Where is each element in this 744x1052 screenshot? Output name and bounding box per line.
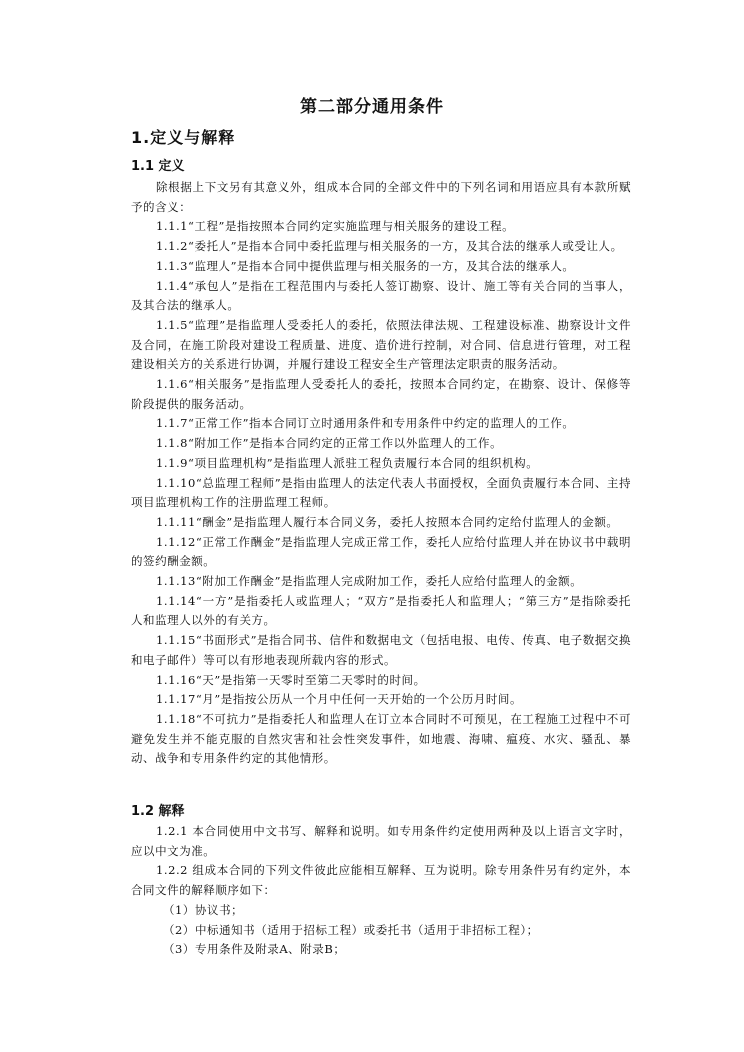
page-title: 第二部分通用条件	[300, 97, 444, 117]
subsection-heading-definitions: 1.1 定义	[131, 159, 185, 174]
paragraph: 1.1.3“监理人”是指本合同中提供监理与相关服务的一方，及其合法的继承人。	[156, 258, 575, 273]
paragraph: 1.1.15“书面形式”是指合同书、信件和数据电文（包括电报、电传、传真、电子数据交换和电子邮件）等可以有形地表现所载内容的形式。	[131, 633, 631, 667]
paragraph: 1.1.16“天”是指第一天零时至第二天零时的时间。	[156, 672, 426, 687]
paragraph: 除根据上下文另有其意义外，组成本合同的全部文件中的下列名词和用语应具有本款所赋予的含义：	[131, 180, 631, 214]
list-item: （1）协议书；	[163, 902, 244, 917]
paragraph: 1.1.7“正常工作”指本合同订立时通用条件和专用条件中约定的监理人的工作。	[156, 416, 575, 431]
paragraph: 1.1.11“酬金”是指监理人履行本合同义务，委托人按照本合同约定给付监理人的金额。	[156, 514, 619, 529]
paragraph: 1.1.2“委托人”是指本合同中委托监理与相关服务的一方，及其合法的继承人或受让人。	[156, 239, 623, 254]
list-item: （2）中标通知书（适用于招标工程）或委托书（适用于非招标工程）；	[163, 922, 539, 937]
section-heading: 1.定义与解释	[131, 128, 236, 147]
definitions-body	[131, 178, 631, 769]
interpretation-body	[131, 822, 631, 960]
paragraph: 1.1.1“工程”是指按照本合同约定实施监理与相关服务的建设工程。	[156, 219, 515, 234]
paragraph: 1.1.17“月”是指按公历从一个月中任何一天开始的一个公历月时间。	[156, 692, 523, 707]
paragraph: 1.1.18“不可抗力”是指委托人和监理人在订立本合同时不可预见，在工程施工过程中不可避免发生并不能克服的自然灾害和社会性突发事件，如地震、海啸、瘟疫、水灾、骚乱、暴动、战争和专用条件约定的其他情形。	[131, 711, 631, 766]
paragraph: 1.1.9“项目监理机构”是指监理人派驻工程负责履行本合同的组织机构。	[156, 455, 539, 470]
paragraph: 1.1.12“正常工作酬金”是指监理人完成正常工作，委托人应给付监理人并在协议书中载明的签约酬金额。	[131, 534, 631, 569]
paragraph: 1.1.4“承包人”是指在工程范围内与委托人签订勘察、设计、施工等有关合同的当事人，及其合法的继承人。	[131, 278, 631, 313]
paragraph: 1.1.8“附加工作”是指本合同约定的正常工作以外监理人的工作。	[156, 436, 503, 451]
paragraph: 1.2.2 组成本合同的下列文件彼此应能相互解释、互为说明。除专用条件另有约定外，本合同文件的解释顺序如下：	[131, 863, 631, 898]
paragraph: 1.1.5“监理”是指监理人受委托人的委托，依照法律法规、工程建设标准、勘察设计文件及合同，在施工阶段对建设工程质量、进度、造价进行控制，对合同、信息进行管理，对工程建设相关方的关系进行协调，并履行建设工程安全生产管理法定职责的服务活动。	[131, 317, 631, 372]
paragraph: 1.1.13“附加工作酬金”是指监理人完成附加工作，委托人应给付监理人的金额。	[156, 574, 583, 589]
paragraph: 1.1.6“相关服务”是指监理人受委托人的委托，按照本合同约定，在勘察、设计、保修等阶段提供的服务活动。	[131, 377, 631, 411]
subsection-heading-interpretation: 1.2 解释	[131, 804, 185, 819]
paragraph: 1.1.10“总监理工程师”是指由监理人的法定代表人书面授权，全面负责履行本合同、主持项目监理机构工作的注册监理工程师。	[131, 475, 631, 510]
list-item: （3）专用条件及附录A、附录B；	[163, 942, 346, 957]
paragraph: 1.2.1 本合同使用中文书写、解释和说明。如专用条件约定使用两种及以上语言文字时，应以中文为准。	[131, 824, 631, 858]
paragraph: 1.1.14“一方”是指委托人或监理人；“双方”是指委托人和监理人；“第三方”是指除委托人和监理人以外的有关方。	[131, 593, 631, 628]
